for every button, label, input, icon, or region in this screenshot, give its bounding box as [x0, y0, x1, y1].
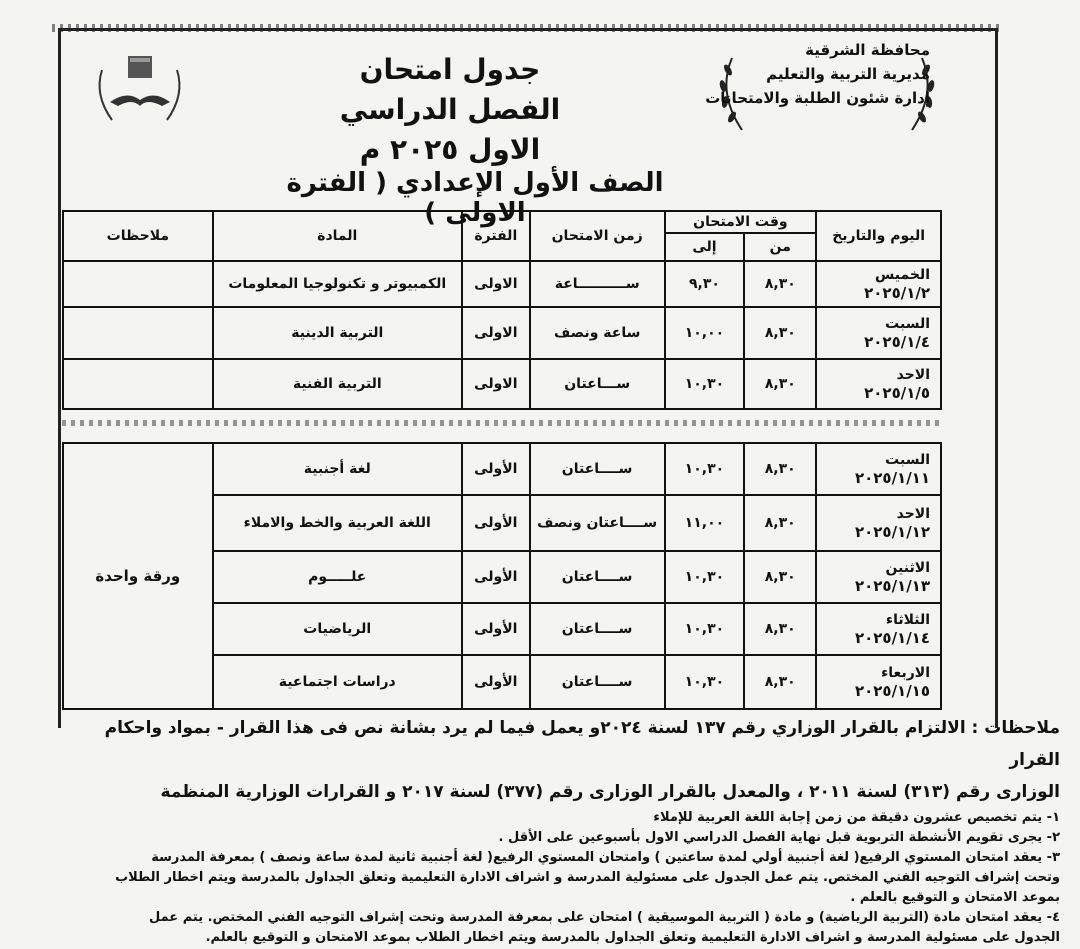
row-subject: التربية الفنية [213, 359, 462, 409]
row-date: ٢٠٢٥/١/١٢ [854, 523, 930, 541]
row-to: ١٠,٠٠ [665, 307, 745, 359]
row-notes [63, 307, 213, 359]
row-day-date [816, 307, 941, 359]
row-date: ٢٠٢٥/١/١١ [854, 469, 930, 487]
section-divider [62, 420, 942, 426]
row-date: ٢٠٢٥/١/٢ [864, 284, 930, 302]
row-from: ٨,٣٠ [744, 655, 816, 709]
row-period: الاولى [462, 307, 530, 359]
header-notes: ملاحظات [63, 211, 213, 261]
directorate-name: مديرية التربية والتعليم [766, 65, 930, 83]
schedule-table-part1 [62, 210, 942, 410]
row-day: السبت [885, 452, 930, 468]
row-day-date [816, 359, 941, 409]
row-day: الاحد [896, 506, 930, 522]
row-date: ٢٠٢٥/١/٥ [864, 384, 930, 402]
row-day: السبت [885, 316, 930, 332]
header-period: الفترة [462, 211, 530, 261]
row-day-date [816, 551, 941, 603]
row-duration: ســــاعتان [530, 443, 665, 495]
row-duration: ســـاعتان [530, 359, 665, 409]
row-date: ٢٠٢٥/١/١٣ [854, 577, 930, 595]
row-from: ٨,٣٠ [744, 261, 816, 307]
note-main-line-2: الوزارى رقم (٣١٣) لسنة ٢٠١١ ، والمعدل بالقرار الوزارى رقم (٣٧٧) لسنة ٢٠١٧ و القرارات الوزارية المنظمة [160, 782, 1060, 802]
row-to: ١٠,٣٠ [665, 551, 745, 603]
row-from: ٨,٣٠ [744, 551, 816, 603]
top-border [58, 28, 998, 31]
row-duration: ساعة ونصف [530, 307, 665, 359]
row-subject: الرياضيات [213, 603, 462, 655]
row-period: الأولى [462, 443, 530, 495]
row-from: ٨,٣٠ [744, 495, 816, 551]
governorate-header [705, 38, 930, 110]
row-to: ١٠,٣٠ [665, 443, 745, 495]
table-row [63, 307, 941, 359]
table-row [63, 261, 941, 307]
row-subject: اللغة العربية والخط والاملاء [213, 495, 462, 551]
row-period: الأولى [462, 655, 530, 709]
note-item-3c: بموعد الامتحان و التوقيع بالعلم . [850, 890, 1060, 905]
grade-subtitle: الصف الأول الإعدادي ( الفترة الاولى ) [286, 168, 664, 228]
row-period: الأولى [462, 603, 530, 655]
header-day-date: اليوم والتاريخ [816, 211, 941, 261]
header-exam-time: وقت الامتحان [665, 211, 817, 233]
row-to: ٩,٣٠ [665, 261, 745, 307]
table-header-row [63, 211, 941, 233]
row-to: ١٠,٣٠ [665, 603, 745, 655]
row-period: الاولى [462, 359, 530, 409]
row-day-date [816, 655, 941, 709]
row-day: الاثنين [885, 560, 930, 576]
document-title [300, 50, 600, 170]
row-from: ٨,٣٠ [744, 443, 816, 495]
administration-name: إدارة شئون الطلبة والامتحانات [705, 89, 930, 107]
row-to: ١١,٠٠ [665, 495, 745, 551]
row-day: الاربعاء [881, 665, 930, 681]
row-duration: ســــاعتان ونصف [530, 495, 665, 551]
row-period: الأولى [462, 495, 530, 551]
row-day: الخميس [874, 267, 930, 283]
note-item-1: ١- يتم تخصيص عشرون دقيقة من زمن إجابة اللغة العربية للإملاء [653, 810, 1060, 825]
row-duration: ســــاعتان [530, 655, 665, 709]
row-day-date [816, 495, 941, 551]
row-subject: الكمبيوتر و تكنولوجيا المعلومات [213, 261, 462, 307]
left-border [58, 28, 61, 728]
row-day: الاحد [896, 367, 930, 383]
table-row [63, 359, 941, 409]
row-day-date [816, 603, 941, 655]
row-notes [63, 261, 213, 307]
note-item-3a: ٣- يعقد امتحان المستوي الرفيع( لغة أجنبية أولي لمدة ساعتين ) وامتحان المستوي الرفيع( لغة أجنبية ثانية لمدة ساعة ونصف ) بمعرفة المدرسة [151, 850, 1060, 865]
row-from: ٨,٣٠ [744, 307, 816, 359]
note-item-4a: ٤- يعقد امتحان مادة (التربية الرياضية) و مادة ( التربية الموسيقية ) امتحان على بمعرفة المدرسة وتحت إشراف التوجيه الفني المختص. يتم عمل [148, 910, 1060, 925]
row-subject: التربية الدينية [213, 307, 462, 359]
row-from: ٨,٣٠ [744, 603, 816, 655]
note-main-line-1: ملاحظات : الالتزام بالقرار الوزاري رقم ١٣٧ لسنة ٢٠٢٤و يعمل فيما لم يرد بشانة نص فى هذا القرار - بمواد واحكام القرار [104, 718, 1060, 770]
table-row [63, 443, 941, 495]
row-subject: دراسات اجتماعية [213, 655, 462, 709]
row-date: ٢٠٢٥/١/١٥ [854, 682, 930, 700]
right-border [995, 28, 998, 728]
row-day: الثلاثاء [885, 612, 930, 628]
note-item-2: ٢- يجرى تقويم الأنشطة التربوية قبل نهاية الفصل الدراسي الاول بأسبوعين على الأقل . [498, 830, 1060, 845]
row-duration: ســــــــــاعة [530, 261, 665, 307]
governorate-name: محافظة الشرقية [805, 41, 930, 59]
note-item-4b: الجدول على مسئولية المدرسة و اشراف الادارة التعليمية وتعلق الجداول بالمدرسة ويتم اخطار الطلاب بموعد الامتحان و التوقيع بالعلم. [205, 930, 1060, 945]
row-date: ٢٠٢٥/١/٤ [864, 333, 930, 351]
header-from: من [744, 233, 816, 261]
header-to: إلى [665, 233, 745, 261]
row-day-date [816, 443, 941, 495]
row-from: ٨,٣٠ [744, 359, 816, 409]
header-subject: المادة [213, 211, 462, 261]
row-notes [63, 359, 213, 409]
ministry-logo-icon [92, 50, 187, 130]
title-line-1: جدول امتحان [359, 53, 541, 86]
row-date: ٢٠٢٥/١/١٤ [854, 629, 930, 647]
row-duration: ســــاعتان [530, 551, 665, 603]
row-duration: ســــاعتان [530, 603, 665, 655]
row-day-date [816, 261, 941, 307]
row-period: الاولى [462, 261, 530, 307]
notes-section [60, 712, 1060, 948]
title-line-2: الفصل الدراسي الاول ٢٠٢٥ م [339, 93, 561, 166]
single-sheet-note: ورقة واحدة [63, 443, 213, 709]
header-duration: زمن الامتحان [530, 211, 665, 261]
row-subject: علـــــوم [213, 551, 462, 603]
row-to: ١٠,٣٠ [665, 359, 745, 409]
row-to: ١٠,٣٠ [665, 655, 745, 709]
note-item-3b: وتحت إشراف التوجيه الفني المختص. يتم عمل الجدول على مسئولية المدرسة و اشراف الادارة التعليمية وتعلق الجداول بالمدرسة ويتم اخطار الطلاب [115, 870, 1060, 885]
row-period: الأولى [462, 551, 530, 603]
row-subject: لغة أجنبية [213, 443, 462, 495]
schedule-table-part2 [62, 442, 942, 710]
